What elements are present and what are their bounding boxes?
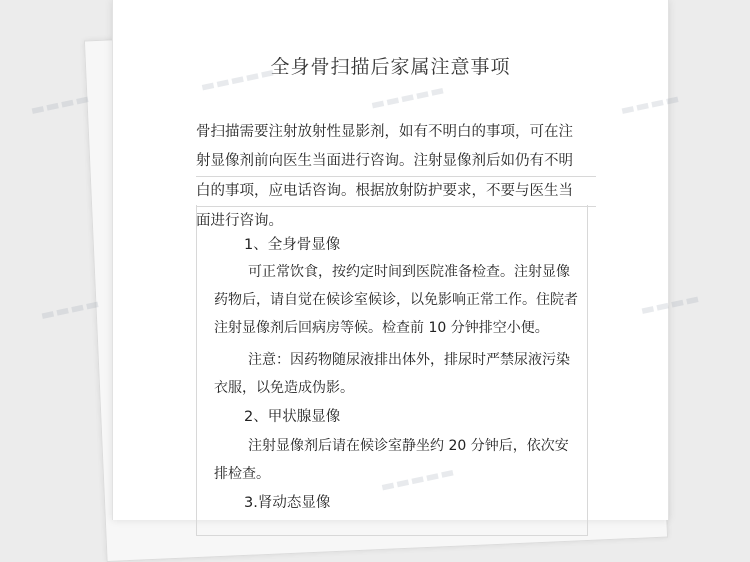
watermark: ▬▬▬▬ — [638, 288, 702, 320]
watermark: ▬▬▬▬ — [618, 88, 682, 120]
watermark: ▬▬▬▬▬ — [378, 462, 457, 496]
intro-line: 白的事项，应电话咨询。根据放射防护要求，不要与医生当 — [196, 177, 596, 207]
section-text: 排检查。 — [214, 466, 270, 482]
section-heading: 3.肾动态显像 — [244, 495, 331, 511]
note-text: 注意：因药物随尿液排出体外，排尿时严禁尿液污染 — [248, 352, 570, 368]
watermark: ▬▬▬▬ — [28, 88, 92, 120]
section-heading: 2、甲状腺显像 — [244, 409, 341, 425]
section-text: 药物后，请自觉在候诊室候诊，以免影响正常工作。住院者 — [214, 292, 578, 308]
document-title: 全身骨扫描后家属注意事项 — [270, 56, 511, 78]
document-page — [112, 0, 669, 520]
section-text: 注射显像剂后请在候诊室静坐约 20 分钟后，依次安 — [248, 438, 569, 454]
section-heading: 1、全身骨显像 — [244, 237, 341, 253]
intro-line: 骨扫描需要注射放射性显影剂，如有不明白的事项，可在注 — [196, 124, 573, 140]
watermark: ▬▬▬▬▬ — [198, 62, 277, 96]
watermark: ▬▬▬▬ — [38, 293, 102, 325]
intro-line: 射显像剂前向医生当面进行咨询。注射显像剂后如仍有不明 — [196, 147, 596, 177]
section-text: 可正常饮食，按约定时间到医院准备检查。注射显像 — [248, 264, 570, 280]
watermark: ▬▬▬▬▬ — [368, 80, 447, 114]
intro-line: 面进行咨询。 — [196, 213, 283, 229]
note-text: 衣服，以免造成伪影。 — [214, 380, 354, 396]
section-text: 注射显像剂后回病房等候。检查前 10 分钟排空小便。 — [214, 320, 549, 336]
